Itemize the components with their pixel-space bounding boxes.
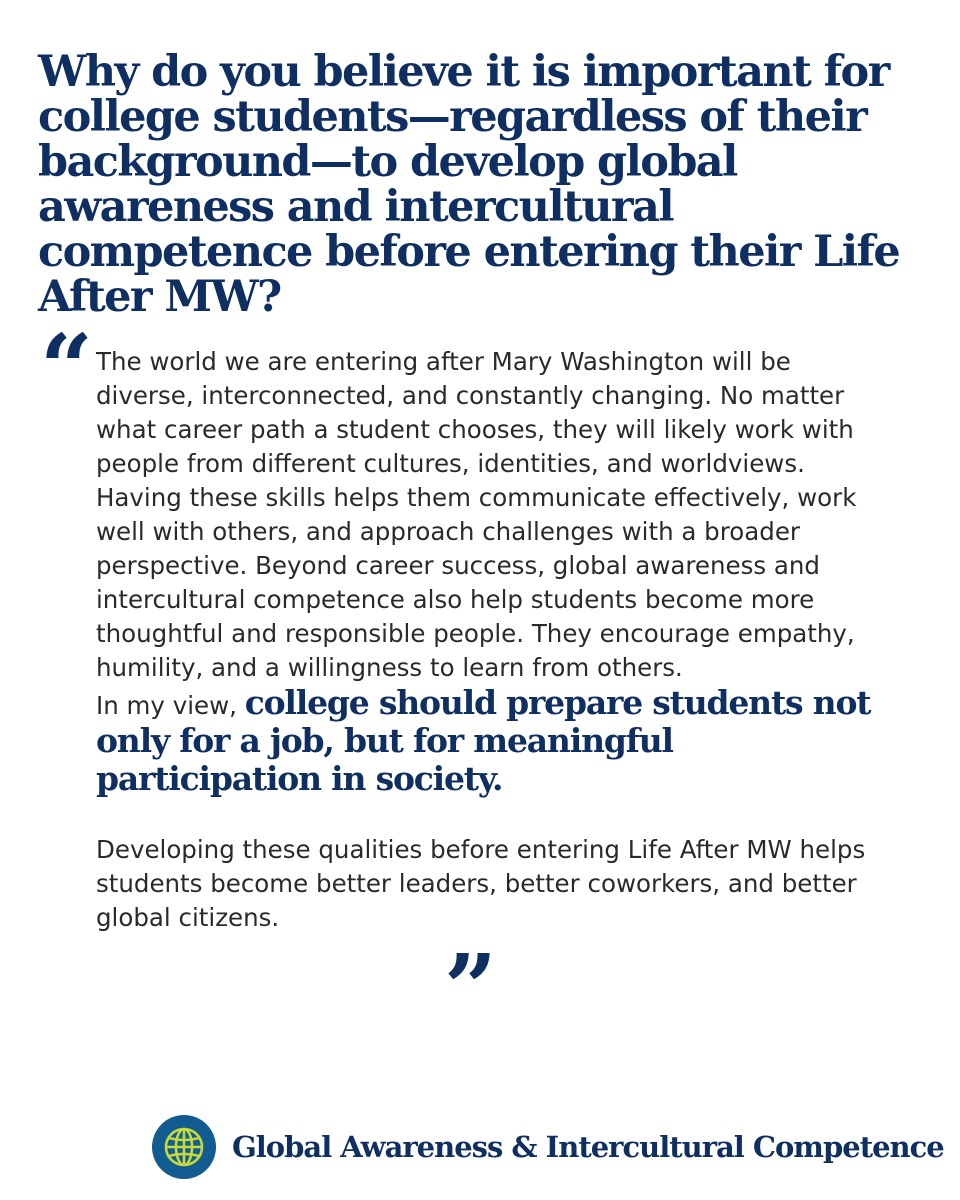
- quote-closing: Developing these qualities before entering Life After MW helps students become better leaders, better coworkers, and better global citizens.: [96, 835, 866, 932]
- quote-paragraph: The world we are entering after Mary Washington will be diverse, interconnected, and constantly changing. No matter what career path a student chooses, they will likely work with people from different cultures, identities, and worldviews. Having these skills helps them communicate effectively, work well with others, and approach challenges with a broader perspective. Beyond career success, global awareness and intercultural competence also help students become more thoughtful and responsible people. They encourage empathy, humility, and a willingness to learn from others.: [96, 347, 857, 682]
- globe-icon: [152, 1115, 216, 1179]
- close-quote-icon: ”: [444, 934, 493, 1042]
- open-quote-icon: “: [40, 314, 89, 422]
- quote-emphasis: college should prepare students not only for a job, but for meaningful participation in society.: [96, 683, 871, 798]
- question-heading: Why do you believe it is important for college students—regardless of their background—to develop global awareness and intercultural competence before entering their Life After MW?: [38, 47, 900, 322]
- quote-highlight-line: [96, 685, 886, 799]
- footer-title: Global Awareness & Intercultural Competence: [232, 1130, 944, 1164]
- quote-body: [96, 345, 886, 935]
- globe-icon-graphic: [163, 1126, 205, 1168]
- quote-lead-intro: In my view,: [96, 691, 237, 720]
- footer-brand: [152, 1114, 944, 1180]
